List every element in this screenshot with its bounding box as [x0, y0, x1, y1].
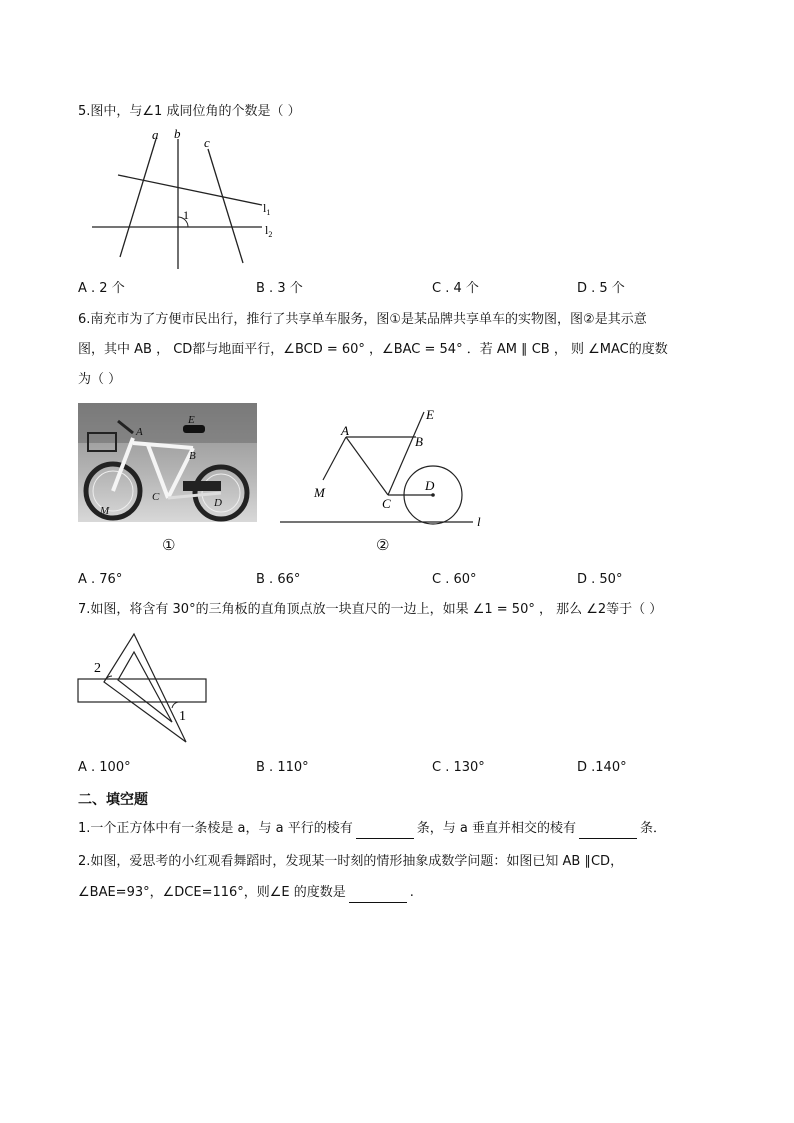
- q5-option-a[interactable]: A . 2 个: [78, 281, 125, 296]
- photo-label-d: D: [214, 497, 222, 509]
- q5-option-d[interactable]: D . 5 个: [577, 281, 625, 296]
- q5-figure: [88, 125, 288, 275]
- q6-line1: 6.南充市为了方便市民出行，推行了共享单车服务，图①是某品牌共享单车的实物图，图②是其示意: [78, 312, 647, 327]
- q5-label-b: b: [174, 126, 181, 141]
- photo-label-b: B: [189, 450, 196, 462]
- q7-angle-2: 2: [94, 661, 101, 676]
- fill-question-1: [78, 819, 666, 839]
- q5-text: 5.图中，与∠1 成同位角的个数是（ ）: [78, 104, 301, 119]
- bicycle-photo: [78, 403, 257, 522]
- q7-option-d[interactable]: D .140°: [577, 760, 627, 775]
- fill1-blank-1[interactable]: [356, 825, 414, 839]
- q7-angle-1: 1: [179, 709, 186, 724]
- q5-label-c: c: [204, 135, 210, 150]
- diagram-label-e: E: [426, 407, 434, 422]
- photo-label-m: M: [100, 505, 110, 517]
- q6-line3: 为（ ）: [78, 372, 122, 387]
- q5-label-a: a: [152, 127, 159, 142]
- fill2-text-b: .: [409, 885, 414, 900]
- bicycle-diagram: [278, 402, 493, 532]
- q6-option-b[interactable]: B . 66°: [256, 572, 301, 587]
- section-heading: 二、填空题: [78, 792, 148, 808]
- q6-option-a[interactable]: A . 76°: [78, 572, 123, 587]
- q7-text: 7.如图，将含有 30°的三角板的直角顶点放一块直尺的一边上，如果 ∠1 = 50° ， 那么 ∠2等于（ ）: [78, 602, 663, 617]
- q5-option-c[interactable]: C . 4 个: [432, 281, 479, 296]
- q7-figure: [76, 632, 211, 747]
- q6-option-d[interactable]: D . 50°: [577, 572, 623, 587]
- fill1-text-b: 条，与 a 垂直并相交的棱有: [416, 821, 576, 836]
- diagram-label-b: B: [415, 434, 423, 449]
- fig2-caption: ②: [376, 536, 390, 554]
- fig1-caption: ①: [162, 536, 176, 554]
- photo-label-e: E: [188, 414, 195, 426]
- fill-question-2-line2: [78, 883, 414, 903]
- q5-label-l1: $l_1$: [263, 201, 271, 217]
- fill2-line1: 2.如图，爱思考的小红观看舞蹈时，发现某一时刻的情形抽象成数学问题：如图已知 AB ∥CD，: [78, 854, 624, 869]
- q5-option-b[interactable]: B . 3 个: [256, 281, 303, 296]
- diagram-label-l: l: [477, 514, 481, 529]
- q6-option-c[interactable]: C . 60°: [432, 572, 477, 587]
- fill1-text-a: 1.一个正方体中有一条棱是 a，与 a 平行的棱有: [78, 821, 353, 836]
- photo-label-c: C: [152, 491, 160, 503]
- diagram-label-d: D: [425, 478, 435, 493]
- fill2-blank[interactable]: [349, 889, 407, 903]
- q6-line2: 图，其中 AB ， CD都与地面平行，∠BCD = 60° ，∠BAC = 54° ．若 AM ∥ CB ， 则 ∠MAC的度数: [78, 342, 668, 357]
- fill1-blank-2[interactable]: [579, 825, 637, 839]
- fill1-text-c: 条．: [639, 821, 666, 836]
- q5-angle-1: 1: [183, 208, 189, 222]
- q7-option-c[interactable]: C . 130°: [432, 760, 485, 775]
- q7-option-b[interactable]: B . 110°: [256, 760, 309, 775]
- photo-label-a: A: [136, 426, 143, 438]
- q5-label-l2: $l_2$: [265, 223, 273, 239]
- diagram-label-m: M: [314, 485, 325, 500]
- diagram-label-a: A: [341, 423, 349, 438]
- fill2-text-a: ∠BAE=93°，∠DCE=116°，则∠E 的度数是: [78, 885, 346, 900]
- diagram-label-c: C: [382, 496, 391, 511]
- q7-option-a[interactable]: A . 100°: [78, 760, 131, 775]
